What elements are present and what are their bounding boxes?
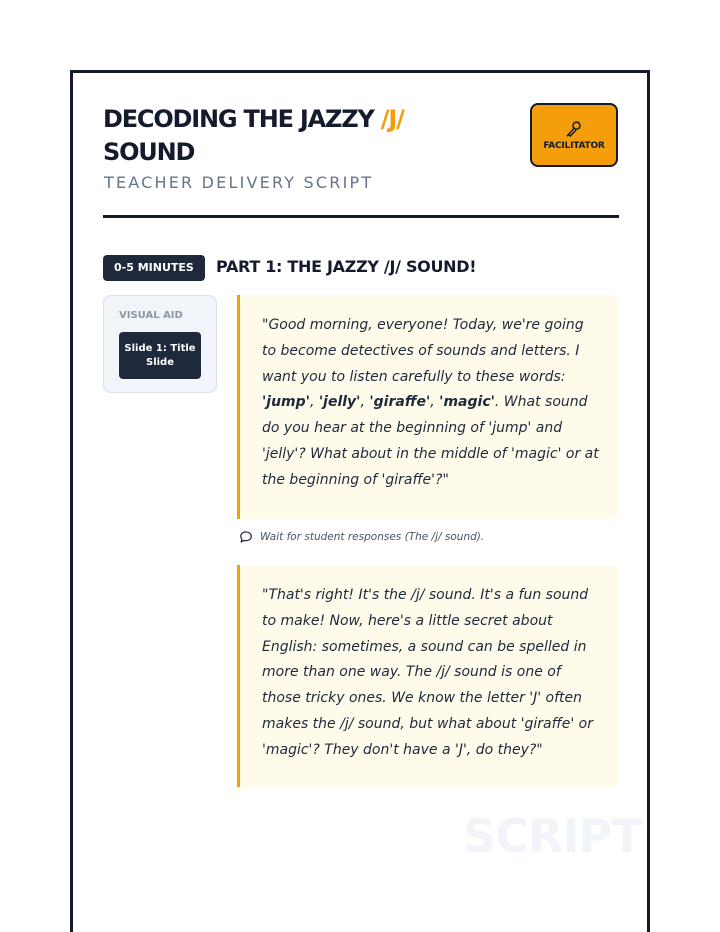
script-block: "That's right! It's the /j/ sound. It's a fun sound to make! Now, here's a little secret about English: sometimes, a sound can be spelled in more than one way. The /j/ sound is one of those tricky ones. We know the letter 'J' often makes the /j/ sound, but what about 'giraffe' or 'magic'? They don't have a 'J', do they?" — [237, 565, 619, 787]
word-separator: , — [309, 394, 319, 411]
visual-aid-card — [103, 295, 217, 393]
role-badge — [530, 103, 618, 167]
time-badge: 0-5 MINUTES — [103, 255, 205, 281]
slide-chip: Slide 1: Title Slide — [119, 332, 201, 379]
script-block — [237, 295, 619, 519]
script-outro: . What sound do you hear at the beginning of 'jump' and 'jelly'? What about in the middle of 'magic' or at the beginning of 'giraffe'?" — [262, 394, 599, 488]
word-separator: , — [430, 394, 440, 411]
example-word: 'magic' — [439, 394, 495, 411]
word-separator: , — [360, 394, 370, 411]
cue-text: Wait for student responses (The /j/ sound). — [260, 531, 485, 543]
visual-aid-label: VISUAL AID — [119, 310, 183, 321]
example-word: 'jump' — [262, 394, 310, 411]
page-subtitle: TEACHER DELIVERY SCRIPT — [104, 173, 374, 192]
example-word: 'jelly' — [318, 394, 361, 411]
example-word: 'giraffe' — [369, 394, 431, 411]
microphone-icon — [564, 119, 584, 139]
script-page — [70, 70, 650, 932]
title-accent: /J/ — [380, 105, 404, 133]
header-divider — [103, 215, 619, 218]
speech-bubble-icon — [239, 530, 253, 544]
script-intro: "Good morning, everyone! Today, we're going to become detectives of sounds and letters. I want you to listen carefully to these words: — [262, 317, 584, 385]
watermark: SCRIPT — [463, 809, 642, 863]
teacher-cue — [239, 530, 484, 544]
title-end: SOUND — [103, 138, 195, 166]
page-title — [103, 103, 463, 169]
section-title: PART 1: THE JAZZY /J/ SOUND! — [216, 257, 477, 276]
title-main: DECODING THE JAZZY — [103, 105, 374, 133]
role-label: FACILITATOR — [543, 141, 605, 151]
